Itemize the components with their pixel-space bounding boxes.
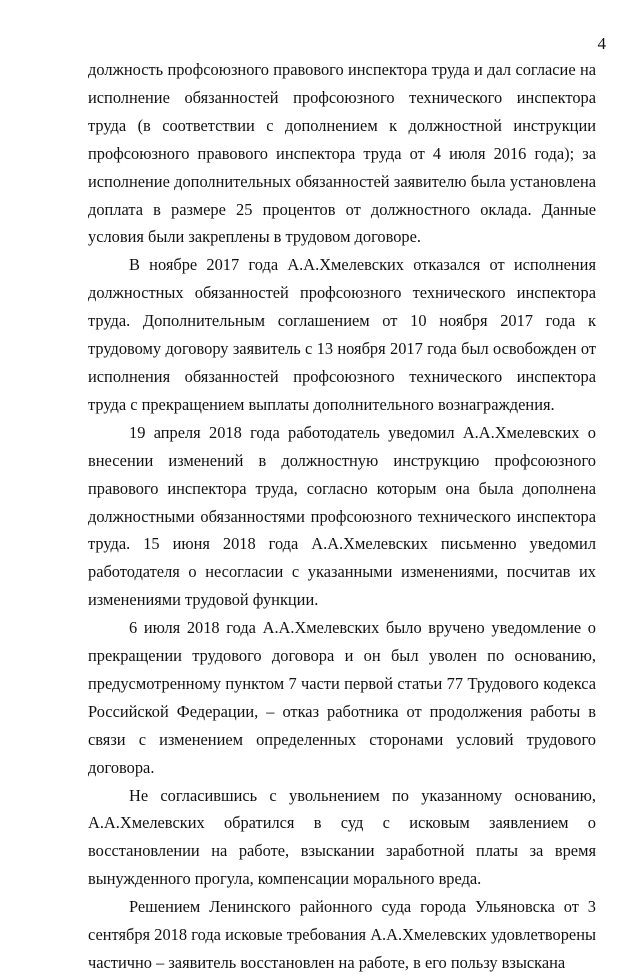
paragraph: Решением Ленинского районного суда города Ульяновска от 3 сентября 2018 года исковые требования А.А.Хмелевских удовлетворены частично – заявитель восстановлен на работе, в его пользу взыскана — [88, 897, 596, 972]
document-body — [88, 56, 596, 977]
paragraph: 19 апреля 2018 года работодатель уведомил А.А.Хмелевских о внесении изменений в должностную инструкцию профсоюзного правового инспектора труда, согласно которым она была дополнена должностными обязанностями профсоюзного технического инспектора труда. 15 июня 2018 года А.А.Хмелевских письменно уведомил работодателя о несогласии с указанными изменениями, посчитав их изменениями трудовой функции. — [88, 422, 596, 610]
paragraph: 6 июля 2018 года А.А.Хмелевских было вручено уведомление о прекращении трудового договора и он был уволен по основанию, предусмотренному пунктом 7 части первой статьи 77 Трудового кодекса Российской Федерации, – отказ работника от продолжения работы в связи с изменением определенных сторонами условий трудового договора. — [88, 618, 596, 777]
paragraph: Не согласившись с увольнением по указанному основанию, А.А.Хмелевских обратился в суд с исковым заявлением о восстановлении на работе, взыскании заработной платы за время вынужденного прогула, компенсации морального вреда. — [88, 785, 596, 889]
paragraph: В ноябре 2017 года А.А.Хмелевских отказался от исполнения должностных обязанностей профсоюзного технического инспектора труда. Дополнительным соглашением от 10 ноября 2017 года к трудовому договору заявитель с 13 ноября 2017 года был освобожден от исполнения обязанностей профсоюзного технического инспектора труда с прекращением выплаты дополнительного вознаграждения. — [88, 255, 596, 414]
page-number: 4 — [597, 34, 606, 53]
paragraph-continuation: должность профсоюзного правового инспектора труда и дал согласие на исполнение обязанностей профсоюзного технического инспектора труда (в соответствии с дополнением к должностной инструкции профсоюзного правового инспектора труда от 4 июля 2016 года); за исполнение дополнительных обязанностей заявителю была установлена доплата в размере 25 процентов от должностного оклада. Данные условия были закреплены в трудовом договоре. — [88, 60, 596, 247]
